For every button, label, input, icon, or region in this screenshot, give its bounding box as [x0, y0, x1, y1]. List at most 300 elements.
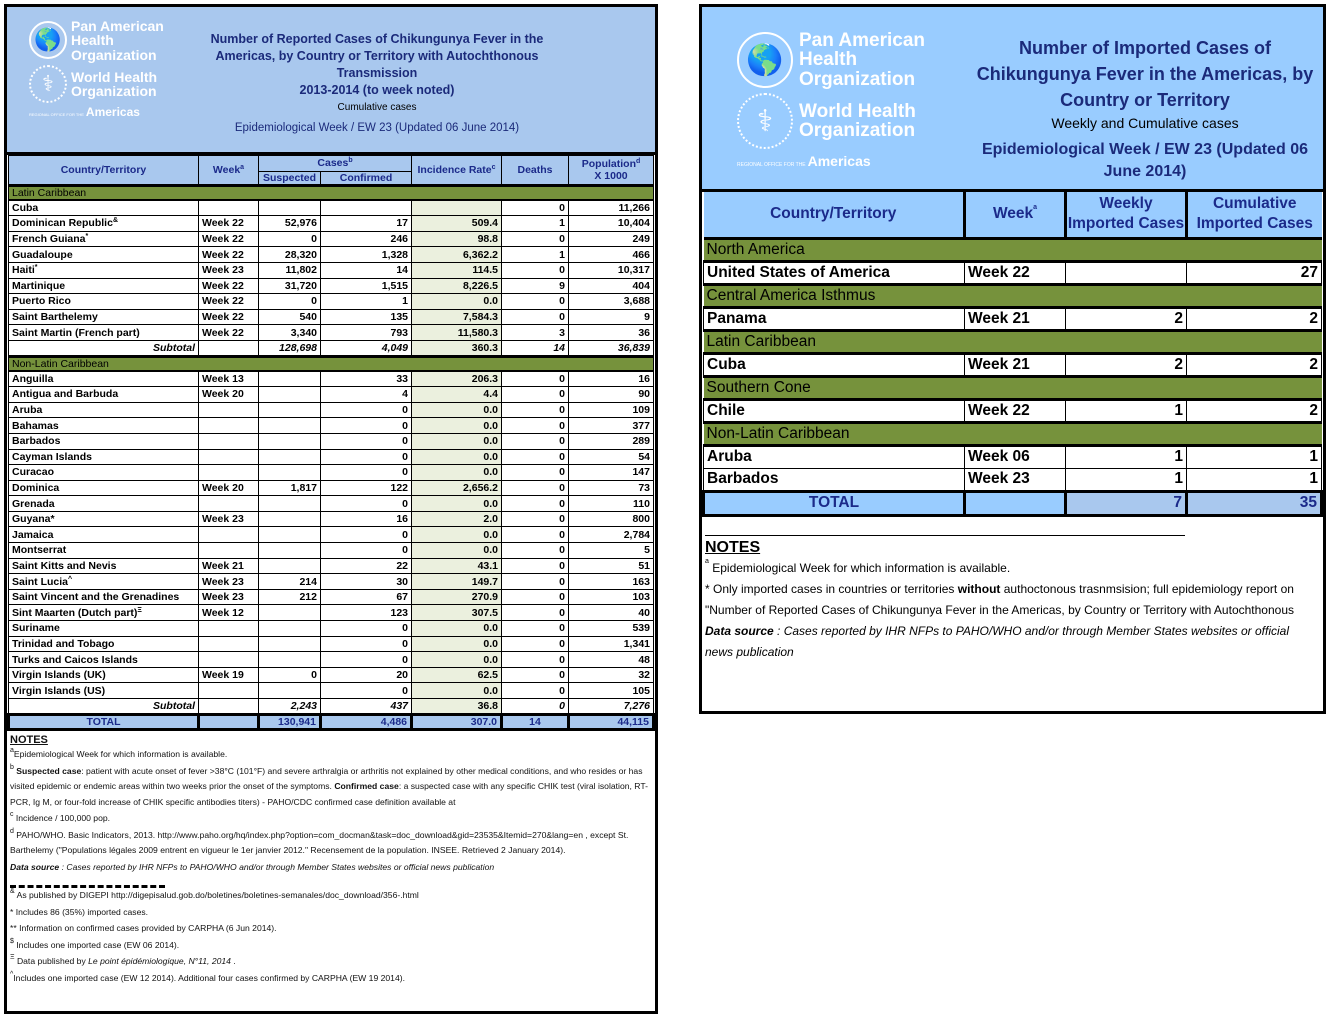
table-row	[9, 262, 654, 278]
week-cell: Week 21	[965, 307, 1066, 330]
table-row	[9, 511, 654, 527]
confirmed-cell: 17	[321, 216, 412, 232]
total-label: TOTAL	[9, 714, 199, 730]
data-source-note: Data source : Cases reported by IHR NFPs to PAHO/WHO and/or through Member States websites or official news publication	[705, 623, 1290, 659]
week-cell: Week 22	[199, 278, 259, 294]
table-row	[704, 399, 1322, 422]
incidence-cell: 62.5	[412, 667, 502, 683]
deaths-cell: 0	[502, 543, 569, 559]
week-cell: Week 22	[199, 309, 259, 325]
group-name: Non-Latin Caribbean	[9, 356, 654, 371]
week-cell	[199, 200, 259, 216]
population-cell: 36	[569, 325, 654, 341]
report-header	[7, 7, 655, 155]
col-header-population: Population$^d$ X 1000	[569, 156, 654, 186]
country-cell: Dominican Republic&	[9, 216, 199, 232]
country-cell: Guyana*	[9, 511, 199, 527]
confirmed-cell: 0	[321, 543, 412, 559]
deaths-cell: 0	[502, 683, 569, 699]
title-line: Country or Territory	[1060, 90, 1230, 110]
country-cell: Suriname	[9, 621, 199, 637]
deaths-cell: 0	[502, 387, 569, 403]
subtotal-label: Subtotal	[9, 699, 199, 715]
confirmed-cell: 0	[321, 402, 412, 418]
confirmed-cell: 122	[321, 480, 412, 496]
note-ampersand: & As published by DIGEPI http://digepisalud.gob.do/boletines/boletines-semanales/doc_download/356-.html	[10, 888, 419, 901]
country-cell: Anguilla	[9, 371, 199, 387]
population-cell: 36,839	[569, 340, 654, 356]
note-star: * Includes 86 (35%) imported cases.	[10, 906, 149, 917]
incidence-cell: 98.8	[412, 231, 502, 247]
country-cell: Cuba	[704, 353, 965, 376]
week-cell	[199, 465, 259, 481]
week-cell	[199, 543, 259, 559]
country-cell: Sint Maarten (Dutch part)$^\Xi$	[9, 605, 199, 621]
note-star-cont: "Number of Reported Cases of Chikungunya Fever in the Americas, by Country or Territory with Autochthonous	[705, 602, 1294, 617]
total-row	[704, 491, 1322, 515]
suspected-cell	[259, 371, 321, 387]
confirmed-cell	[321, 200, 412, 216]
group-name: Southern Cone	[704, 376, 1322, 399]
population-cell: 9	[569, 309, 654, 325]
confirmed-cell: 0	[321, 433, 412, 449]
country-cell: Puerto Rico	[9, 294, 199, 310]
country-cell: Panama	[704, 307, 965, 330]
suspected-cell: 31,720	[259, 278, 321, 294]
table-row	[704, 261, 1322, 284]
weekly-cell: 2	[1066, 353, 1187, 376]
cumulative-cell: 1	[1187, 468, 1322, 491]
country-cell: Guadaloupe	[9, 247, 199, 263]
incidence-cell: 36.8	[412, 699, 502, 715]
notes-section	[702, 517, 1323, 667]
country-cell: Saint Martin (French part)	[9, 325, 199, 341]
population-cell: 249	[569, 231, 654, 247]
table-row	[9, 387, 654, 403]
deaths-cell: 0	[502, 433, 569, 449]
incidence-cell: 0.0	[412, 621, 502, 637]
note-a: $^a$ Epidemiological Week for which information is available.	[705, 557, 1011, 575]
table-row	[9, 527, 654, 543]
cumulative-cell: 1	[1187, 445, 1322, 468]
group-header-row	[9, 185, 654, 200]
country-cell: Aruba	[9, 402, 199, 418]
group-name: Latin Caribbean	[704, 330, 1322, 353]
confirmed-cell: 793	[321, 325, 412, 341]
week-cell	[199, 714, 259, 730]
paho-who-logo	[737, 31, 925, 169]
week-cell: Week 22	[199, 231, 259, 247]
week-cell	[199, 699, 259, 715]
title-line: Chikungunya Fever in the Americas, by	[976, 64, 1314, 84]
notes-divider	[705, 535, 1185, 536]
week-cell	[199, 527, 259, 543]
note-caret: ^Includes one imported case (EW 12 2014). Additional four cases confirmed by CARPHA (EW 19 2014).	[10, 970, 405, 983]
deaths-cell: 1	[502, 247, 569, 263]
group-header-row	[704, 238, 1322, 261]
population-cell: 48	[569, 652, 654, 668]
confirmed-cell: 0	[321, 465, 412, 481]
data-source-note: Data source : Cases reported by IHR NFPs to PAHO/WHO and/or through Member States websites or official news publication	[10, 861, 495, 872]
incidence-cell: 8,226.5	[412, 278, 502, 294]
report-title	[970, 35, 1320, 183]
group-header-row	[9, 356, 654, 371]
deaths-cell: 0	[502, 465, 569, 481]
total-row	[9, 714, 654, 730]
country-cell: Barbados	[704, 468, 965, 491]
deaths-cell: 0	[502, 527, 569, 543]
who-emblem-icon: ⚕	[29, 65, 67, 103]
deaths-cell: 0	[502, 371, 569, 387]
incidence-cell: 307.0	[412, 714, 502, 730]
suspected-cell	[259, 543, 321, 559]
epi-week-label: Epidemiological Week / EW 23 (Updated 06 June 2014)	[981, 141, 1308, 180]
incidence-cell: 6,362.2	[412, 247, 502, 263]
population-cell: 289	[569, 433, 654, 449]
weekly-cell: 1	[1066, 445, 1187, 468]
col-header-incidence: Incidence Rate$^c$	[412, 156, 502, 186]
week-cell: Week 22	[199, 325, 259, 341]
confirmed-cell: 1,328	[321, 247, 412, 263]
epi-week-label: Epidemiological Week / EW 23 (Updated 06 June 2014)	[234, 122, 520, 134]
confirmed-cell: 0	[321, 636, 412, 652]
table-row	[9, 294, 654, 310]
suspected-cell	[259, 449, 321, 465]
col-header-cumulative: Cumulative Imported Cases	[1187, 192, 1322, 238]
table-row	[9, 543, 654, 559]
confirmed-cell: 0	[321, 527, 412, 543]
country-cell: Montserrat	[9, 543, 199, 559]
week-cell: Week 23	[965, 468, 1066, 491]
incidence-cell: 0.0	[412, 294, 502, 310]
week-cell: Week 22	[199, 294, 259, 310]
deaths-cell: 0	[502, 294, 569, 310]
incidence-cell: 0.0	[412, 418, 502, 434]
title-line: Americas, by Country or Territory with Autochthonous	[215, 49, 539, 63]
population-cell: 11,266	[569, 200, 654, 216]
week-cell	[199, 621, 259, 637]
weekly-cell: 1	[1066, 468, 1187, 491]
population-cell: 466	[569, 247, 654, 263]
incidence-cell: 0.0	[412, 652, 502, 668]
confirmed-cell: 0	[321, 621, 412, 637]
population-cell: 16	[569, 371, 654, 387]
incidence-cell: 43.1	[412, 558, 502, 574]
suspected-cell: 0	[259, 667, 321, 683]
week-cell: Week 23	[199, 262, 259, 278]
deaths-cell: 0	[502, 636, 569, 652]
table-row	[9, 402, 654, 418]
week-cell: Week 22	[965, 261, 1066, 284]
country-cell: Bahamas	[9, 418, 199, 434]
confirmed-cell: 16	[321, 511, 412, 527]
table-row	[9, 621, 654, 637]
table-row	[9, 325, 654, 341]
autochthonous-cases-table	[7, 155, 655, 731]
incidence-cell: 0.0	[412, 636, 502, 652]
table-row	[9, 558, 654, 574]
paho-name-line2: Health	[799, 49, 858, 71]
deaths-cell: 0	[502, 496, 569, 512]
note-star: * Only imported cases in countries or territories without authoctonous trasnmsision; full epidemiology report on	[705, 581, 1294, 596]
week-cell: Week 06	[965, 445, 1066, 468]
suspected-cell	[259, 527, 321, 543]
table-row	[9, 480, 654, 496]
country-cell: French Guiana*	[9, 231, 199, 247]
country-cell: Dominica	[9, 480, 199, 496]
week-cell: Week 21	[199, 558, 259, 574]
regional-office-label: REGIONAL OFFICE FOR THE	[29, 111, 84, 117]
col-header-cases: Cases$^b$	[259, 156, 412, 172]
deaths-cell: 0	[502, 511, 569, 527]
group-name: Non-Latin Caribbean	[704, 422, 1322, 445]
confirmed-cell: 135	[321, 309, 412, 325]
deaths-cell: 0	[502, 699, 569, 715]
suspected-cell: 128,698	[259, 340, 321, 356]
table-row	[9, 667, 654, 683]
country-cell: Grenada	[9, 496, 199, 512]
paho-name-line3: Organization	[799, 68, 916, 90]
suspected-cell	[259, 511, 321, 527]
suspected-cell	[259, 496, 321, 512]
deaths-cell: 0	[502, 558, 569, 574]
cumulative-cell: 27	[1187, 261, 1322, 284]
table-row	[9, 465, 654, 481]
group-header-row	[704, 330, 1322, 353]
note-d: $^d$ PAHO/WHO. Basic Indicators, 2013. http://www.paho.org/hq/index.php?option=com_docman&task=doc_download&gid=23535&Itemid=270&lang=en , except St. Barthelemy ("Populations légales 2009 entrent en vigueur le 1er janvier 2012." Recensement de la population. INSEE. Retrieved 2 January 2014).	[10, 827, 629, 856]
confirmed-cell: 1,515	[321, 278, 412, 294]
incidence-cell: 509.4	[412, 216, 502, 232]
table-row	[9, 574, 654, 590]
deaths-cell: 0	[502, 449, 569, 465]
population-cell: 109	[569, 402, 654, 418]
table-row	[9, 309, 654, 325]
country-cell: Curacao	[9, 465, 199, 481]
suspected-cell	[259, 433, 321, 449]
incidence-cell	[412, 200, 502, 216]
confirmed-cell: 4,486	[321, 714, 412, 730]
suspected-cell	[259, 402, 321, 418]
paho-name-line1: Pan American	[799, 30, 926, 51]
suspected-cell	[259, 652, 321, 668]
title-line: Number of Imported Cases of	[1018, 38, 1272, 58]
country-cell: Martinique	[9, 278, 199, 294]
weekly-cell: 2	[1066, 307, 1187, 330]
title-line: Number of Reported Cases of Chikungunya Fever in the	[210, 32, 544, 46]
globe-emblem-icon: 🌎	[737, 32, 793, 88]
week-cell: Week 23	[199, 511, 259, 527]
cumulative-cell: 2	[1187, 399, 1322, 422]
week-cell	[199, 652, 259, 668]
week-cell: Week 13	[199, 371, 259, 387]
paho-name-line3: Organization	[71, 46, 157, 63]
imported-cases-table	[702, 192, 1323, 517]
suspected-cell: 0	[259, 294, 321, 310]
country-cell: Aruba	[704, 445, 965, 468]
who-emblem-icon: ⚕	[737, 93, 793, 149]
globe-emblem-icon: 🌎	[29, 21, 67, 59]
deaths-cell: 0	[502, 402, 569, 418]
confirmed-cell: 4,049	[321, 340, 412, 356]
deaths-cell: 14	[502, 714, 569, 730]
country-cell: Virgin Islands (UK)	[9, 667, 199, 683]
weekly-cell: 1	[1066, 399, 1187, 422]
week-cell: Week 19	[199, 667, 259, 683]
note-c: $^c$ Incidence / 100,000 pop.	[10, 811, 111, 824]
table-row	[704, 468, 1322, 491]
deaths-cell: 0	[502, 200, 569, 216]
incidence-cell: 7,584.3	[412, 309, 502, 325]
incidence-cell: 114.5	[412, 262, 502, 278]
population-cell: 105	[569, 683, 654, 699]
paho-name-line1: Pan American	[71, 18, 164, 34]
table-row	[9, 589, 654, 605]
week-cell: Week 22	[199, 216, 259, 232]
confirmed-cell: 0	[321, 683, 412, 699]
week-cell	[199, 340, 259, 356]
country-cell: Saint Kitts and Nevis	[9, 558, 199, 574]
deaths-cell: 0	[502, 667, 569, 683]
country-cell: Saint Lucia^	[9, 574, 199, 590]
imported-cases-report	[699, 4, 1326, 714]
note-a: $^a$Epidemiological Week for which information is available.	[10, 747, 228, 760]
confirmed-cell: 14	[321, 262, 412, 278]
country-cell: Virgin Islands (US)	[9, 683, 199, 699]
population-cell: 54	[569, 449, 654, 465]
confirmed-cell: 4	[321, 387, 412, 403]
population-cell: 800	[569, 511, 654, 527]
group-name: North America	[704, 238, 1322, 261]
confirmed-cell: 0	[321, 496, 412, 512]
population-cell: 10,404	[569, 216, 654, 232]
population-cell: 44,115	[569, 714, 654, 730]
suspected-cell	[259, 418, 321, 434]
title-line: Transmission	[336, 66, 418, 80]
country-cell: Antigua and Barbuda	[9, 387, 199, 403]
table-row	[9, 636, 654, 652]
incidence-cell: 270.9	[412, 589, 502, 605]
subtotal-row	[9, 699, 654, 715]
week-cell	[199, 683, 259, 699]
country-cell: Turks and Caicos Islands	[9, 652, 199, 668]
deaths-cell: 0	[502, 262, 569, 278]
group-header-row	[704, 422, 1322, 445]
week-cell	[199, 418, 259, 434]
country-cell: Cayman Islands	[9, 449, 199, 465]
subtotal-row	[9, 340, 654, 356]
col-header-weekly: Weekly Imported Cases	[1066, 192, 1187, 238]
who-name-line2: Organization	[799, 120, 916, 142]
confirmed-cell: 30	[321, 574, 412, 590]
population-cell: 7,276	[569, 699, 654, 715]
confirmed-cell: 0	[321, 652, 412, 668]
country-cell: Trinidad and Tobago	[9, 636, 199, 652]
week-cell: Week 21	[965, 353, 1066, 376]
week-cell	[199, 496, 259, 512]
suspected-cell: 130,941	[259, 714, 321, 730]
population-cell: 147	[569, 465, 654, 481]
suspected-cell	[259, 683, 321, 699]
population-cell: 2,784	[569, 527, 654, 543]
incidence-cell: 11,580.3	[412, 325, 502, 341]
deaths-cell: 0	[502, 574, 569, 590]
deaths-cell: 0	[502, 621, 569, 637]
confirmed-cell: 33	[321, 371, 412, 387]
population-cell: 90	[569, 387, 654, 403]
table-row	[9, 605, 654, 621]
col-header-suspected: Suspected	[259, 171, 321, 185]
table-row	[9, 200, 654, 216]
week-cell: Week 20	[199, 480, 259, 496]
population-cell: 404	[569, 278, 654, 294]
country-cell: United States of America	[704, 261, 965, 284]
deaths-cell: 0	[502, 309, 569, 325]
who-name-line1: World Health	[71, 68, 158, 85]
suspected-cell: 212	[259, 589, 321, 605]
week-cell	[965, 491, 1066, 515]
table-row	[704, 445, 1322, 468]
table-row	[9, 496, 654, 512]
week-cell: Week 20	[199, 387, 259, 403]
deaths-cell: 0	[502, 652, 569, 668]
incidence-cell: 0.0	[412, 449, 502, 465]
group-header-row	[704, 376, 1322, 399]
table-row	[704, 307, 1322, 330]
suspected-cell: 28,320	[259, 247, 321, 263]
confirmed-cell: 437	[321, 699, 412, 715]
title-period: 2013-2014 (to week noted)	[299, 83, 455, 97]
suspected-cell	[259, 200, 321, 216]
table-row	[9, 449, 654, 465]
suspected-cell: 52,976	[259, 216, 321, 232]
col-header-deaths: Deaths	[502, 156, 569, 186]
table-row	[9, 216, 654, 232]
country-cell: Haiti*	[9, 262, 199, 278]
country-cell: Jamaica	[9, 527, 199, 543]
confirmed-cell: 20	[321, 667, 412, 683]
table-row	[9, 231, 654, 247]
population-cell: 1,341	[569, 636, 654, 652]
weekly-cell	[1066, 261, 1187, 284]
incidence-cell: 0.0	[412, 527, 502, 543]
deaths-cell: 0	[502, 589, 569, 605]
autochthonous-cases-report	[4, 4, 658, 1014]
country-cell: Chile	[704, 399, 965, 422]
suspected-cell: 3,340	[259, 325, 321, 341]
population-cell: 163	[569, 574, 654, 590]
suspected-cell	[259, 636, 321, 652]
suspected-cell: 0	[259, 231, 321, 247]
notes-heading: NOTES	[705, 538, 761, 556]
deaths-cell: 9	[502, 278, 569, 294]
week-cell: Week 23	[199, 589, 259, 605]
report-header	[702, 7, 1323, 192]
group-header-row	[704, 284, 1322, 307]
confirmed-cell: 1	[321, 294, 412, 310]
cumulative-cell: 2	[1187, 307, 1322, 330]
incidence-cell: 149.7	[412, 574, 502, 590]
confirmed-cell: 67	[321, 589, 412, 605]
deaths-cell: 3	[502, 325, 569, 341]
incidence-cell: 0.0	[412, 465, 502, 481]
incidence-cell: 206.3	[412, 371, 502, 387]
report-subtitle: Weekly and Cumulative cases	[1051, 115, 1239, 131]
note-xi: $^\Xi$ Data published by Le point épidémiologique, N°11, 2014 .	[10, 954, 236, 967]
deaths-cell: 0	[502, 480, 569, 496]
confirmed-cell: 246	[321, 231, 412, 247]
week-cell	[199, 433, 259, 449]
country-cell: Cuba	[9, 200, 199, 216]
